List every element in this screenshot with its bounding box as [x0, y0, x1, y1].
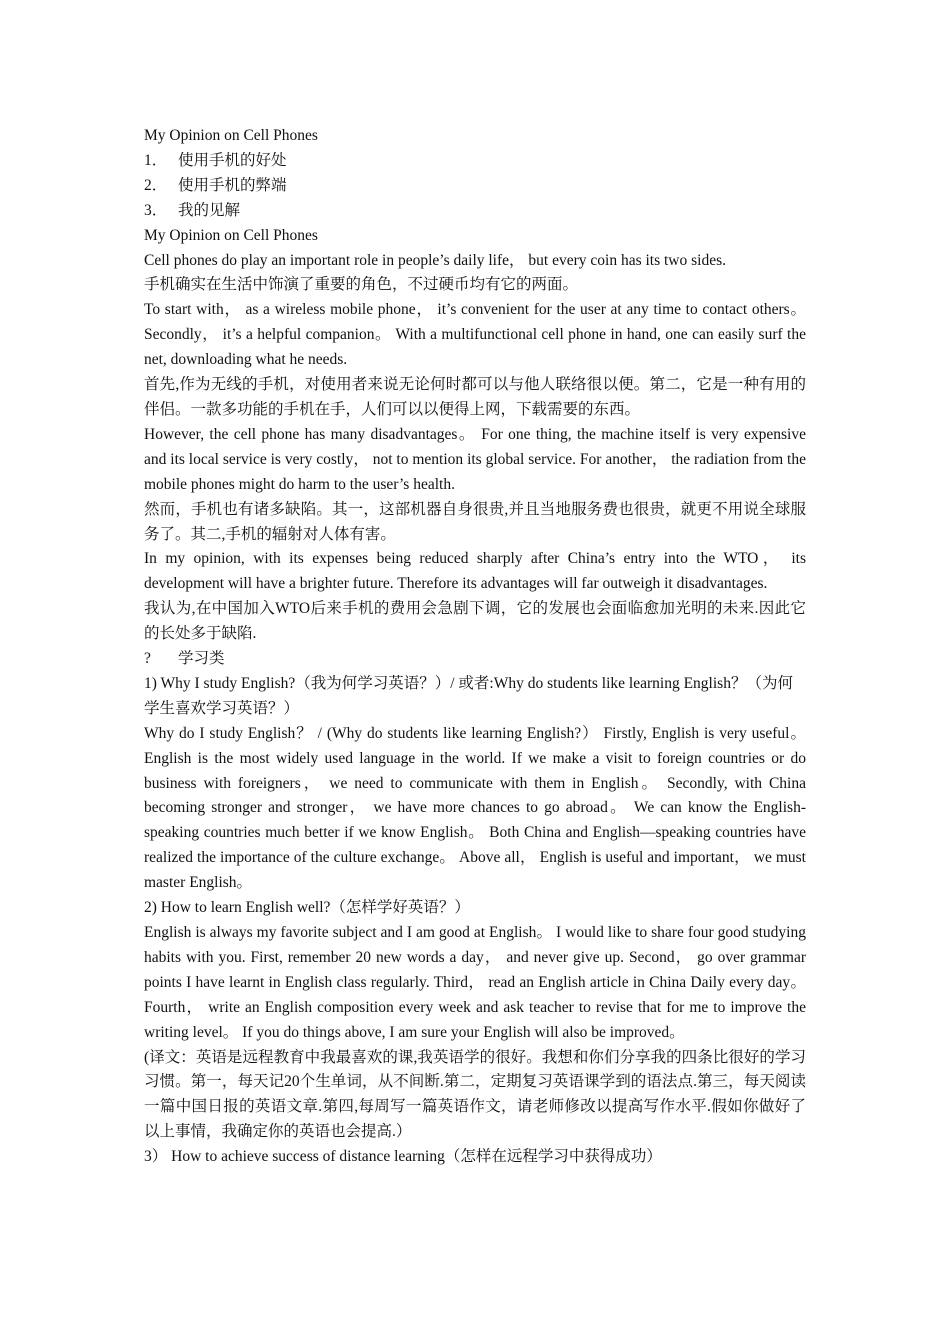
outline-item-2: [144, 174, 806, 199]
question-1-answer: Why do I study English？ / (Why do students like learning English?） Firstly, English is very useful。 English is the most widely used language in the world. If we make a visit to foreign countries or do business with foreigners， we need to communicate with them in English。 Secondly, with China becoming stronger and stronger， we have more chances to go abroad。 We can know the English-speaking countries much better if we know English。 Both China and English—speaking countries have realized the importance of the culture exchange。 Above all， English is useful and important， we must master English。: [144, 724, 806, 892]
outline-text: 使用手机的弊端: [178, 176, 287, 194]
essay-title: My Opinion on Cell Phones: [144, 226, 318, 244]
document-title: My Opinion on Cell Phones: [144, 127, 318, 144]
outline-number: 1．: [144, 151, 168, 169]
outline-item-1: [144, 149, 806, 174]
paragraph-4-chinese: 我认为,在中国加入WTO后来手机的费用会急剧下调，它的发展也会面临愈加光明的未来.因此它的长处多于缺陷.: [144, 600, 806, 643]
document-page: [144, 124, 806, 1170]
section-title: 学习类: [178, 650, 225, 668]
question-3: 3） How to achieve success of distance learning（怎样在远程学习中获得成功）: [144, 1148, 662, 1166]
question-2: 2) How to learn English well?（怎样学好英语？）: [144, 899, 470, 917]
paragraph-2-english: To start with， as a wireless mobile phone， it’s convenient for the user at any time to contact others。 Secondly， it’s a helpful companion。 With a multifunctional cell phone in hand, one can easily surf the net, downloading what he needs.: [144, 301, 806, 369]
section-bullet: ?: [144, 650, 151, 668]
paragraph-1-english: Cell phones do play an important role in people’s daily life， but every coin has its two sides.: [144, 251, 726, 269]
question-1: 1) Why I study English?（我为何学习英语？）/ 或者:Why do students like learning English？（为何学生喜欢学习英语？）: [144, 674, 793, 717]
question-2-translation: (译文：英语是远程教育中我最喜欢的课,我英语学的很好。我想和你们分享我的四条比很好的学习习惯。第一，每天记20个生单词，从不间断.第二，定期复习英语课学到的语法点.第三，每天阅读一篇中国日报的英语文章.第四,每周写一篇英语作文，请老师修改以提高写作水平.假如你做好了以上事情，我确定你的英语也会提高.）: [144, 1048, 806, 1141]
paragraph-3-english: However, the cell phone has many disadvantages。 For one thing, the machine itself is very expensive and its local service is very costly， not to mention its global service. For another， the radiation from the mobile phones might do harm to the user’s health.: [144, 425, 806, 493]
outline-item-3: [144, 199, 806, 224]
outline-text: 我的见解: [178, 201, 241, 219]
section-heading: [144, 647, 806, 672]
paragraph-3-chinese: 然而，手机也有诸多缺陷。其一，这部机器自身很贵,并且当地服务费也很贵，就更不用说全球服务了。其二,手机的辐射对人体有害。: [144, 500, 806, 543]
outline-text: 使用手机的好处: [178, 151, 287, 169]
paragraph-2-chinese: 首先,作为无线的手机，对使用者来说无论何时都可以与他人联络很以便。第二，它是一种有用的伴侣。一款多功能的手机在手，人们可以以便得上网，下载需要的东西。: [144, 376, 806, 418]
paragraph-1-chinese: 手机确实在生活中饰演了重要的角色，不过硬币均有它的两面。: [144, 276, 579, 294]
question-2-answer: English is always my favorite subject and I am good at English。 I would like to share four good studying habits with you. First, remember 20 new words a day， and never give up. Second， go over grammar points I have learnt in English class regularly. Third， read an English article in China Daily every day。 Fourth， write an English composition every week and ask teacher to revise that for me to improve the writing level。 If you do things above, I am sure your English will also be improved。: [144, 924, 806, 1041]
outline-number: 3．: [144, 201, 168, 219]
outline-number: 2．: [144, 176, 168, 194]
paragraph-4-english: In my opinion, with its expenses being reduced sharply after China’s entry into the WTO， its development will have a brighter future. Therefore its advantages will far outweigh it disadvantages.: [144, 550, 806, 593]
